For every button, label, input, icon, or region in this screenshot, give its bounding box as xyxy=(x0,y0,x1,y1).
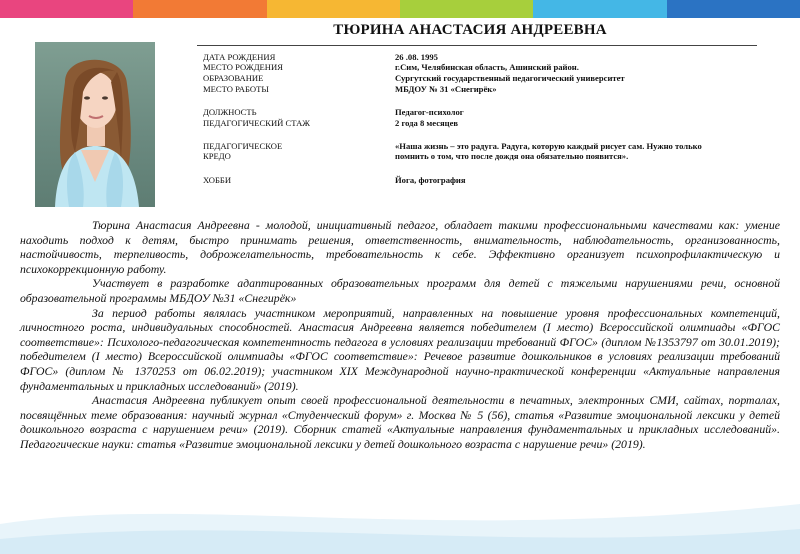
info-label: ДАТА РОЖДЕНИЯ xyxy=(203,52,276,62)
info-value: г.Сим, Челябинская область, Ашинский район. xyxy=(395,62,579,72)
info-label: МЕСТО РОЖДЕНИЯ xyxy=(203,62,283,72)
info-table xyxy=(197,45,757,195)
bio-paragraph: Участвует в разработке адаптированных образовательных программ для детей с тяжелыми нарушениями речи, основной образовательной программы МБДОУ №31 «Снегирёк» xyxy=(20,276,780,305)
info-value: Йога, фотография xyxy=(395,175,466,185)
info-value: «Наша жизнь – это радуга. Радуга, которую каждый рисует сам. Нужно только помнить о том, что после дождя она обязательно появится». xyxy=(395,141,702,161)
stripe-segment xyxy=(533,0,666,18)
bottom-wave-decoration xyxy=(0,484,800,554)
stripe-segment xyxy=(667,0,800,18)
info-value: 2 года 8 месяцев xyxy=(395,118,459,128)
info-value: 26 .08. 1995 xyxy=(395,52,438,62)
info-label: ХОББИ xyxy=(203,175,232,185)
bio-paragraph: Тюрина Анастасия Андреевна - молодой, инициативный педагог, обладает такими профессиональными качествами как: умение находить подход к детям, быстро принимать решения, ответственность, внимательность, наблюдательность, организованность, настойчивость, терпеливость, доброжелательность, требовательность к себе. Эффективно организует психопрофилактическую и психокоррекционную работу. xyxy=(20,218,780,276)
portrait-illustration xyxy=(35,42,155,207)
info-label: ОБРАЗОВАНИЕ xyxy=(203,73,264,83)
color-stripe xyxy=(0,0,800,18)
stripe-segment xyxy=(0,0,133,18)
info-label: МЕСТО РАБОТЫ xyxy=(203,84,269,94)
info-value: МБДОУ № 31 «Снегирёк» xyxy=(395,84,497,94)
info-label: ПЕДАГОГИЧЕСКОЕ КРЕДО xyxy=(203,141,283,161)
stripe-segment xyxy=(400,0,533,18)
bio-paragraph: За период работы являлась участником мероприятий, направленных на повышение уровня профессиональных компетенций, личностного роста, индивидуальных способностей. Анастасия Андреевна является победителем (I место) Всероссийской олимпиады «ФГОС соответствие»: Психолого-педагогическая компетентность педагога в условиях реализации требований ФГОС» (диплом №1353797 от 30.01.2019); победителем (I место) Всероссийской олимпиады «ФГОС соответствие»: Речевое развитие дошкольников в условиях реализации требований ФГОС» (диплом № 1370253 от 06.02.2019); участником XIX Международной научно-практической конференции «Актуальные направления фундаментальных и прикладных исследований» (2019). xyxy=(20,305,780,393)
bio-paragraph: Анастасия Андреевна публикует опыт своей профессиональной деятельности в печатных, электронных СМИ, сайтах, порталах, посвящённых теме образования: научный журнал «Студенческий форум» г. Москва № 5 (56), статья «Развитие эмоциональной лексики у детей дошкольного возраста с нарушением речи» (2019). Сборник статей «Актуальные направления фундаментальных и прикладных исследований». Педагогические науки: статья «Развитие эмоциональной лексики у детей дошкольного возраста с нарушение речи» (2019). xyxy=(20,393,780,451)
info-label: ДОЛЖНОСТЬ xyxy=(203,107,257,117)
info-label: ПЕДАГОГИЧЕСКИЙ СТАЖ xyxy=(203,118,310,128)
portrait-photo xyxy=(35,42,155,207)
info-value: Сургутский государственный педагогический университет xyxy=(395,73,625,83)
stripe-segment xyxy=(267,0,400,18)
biography-text xyxy=(20,218,780,452)
info-value: Педагог-психолог xyxy=(395,107,464,117)
stripe-segment xyxy=(133,0,266,18)
page-title: ТЮРИНА АНАСТАСИЯ АНДРЕЕВНА xyxy=(333,22,607,38)
